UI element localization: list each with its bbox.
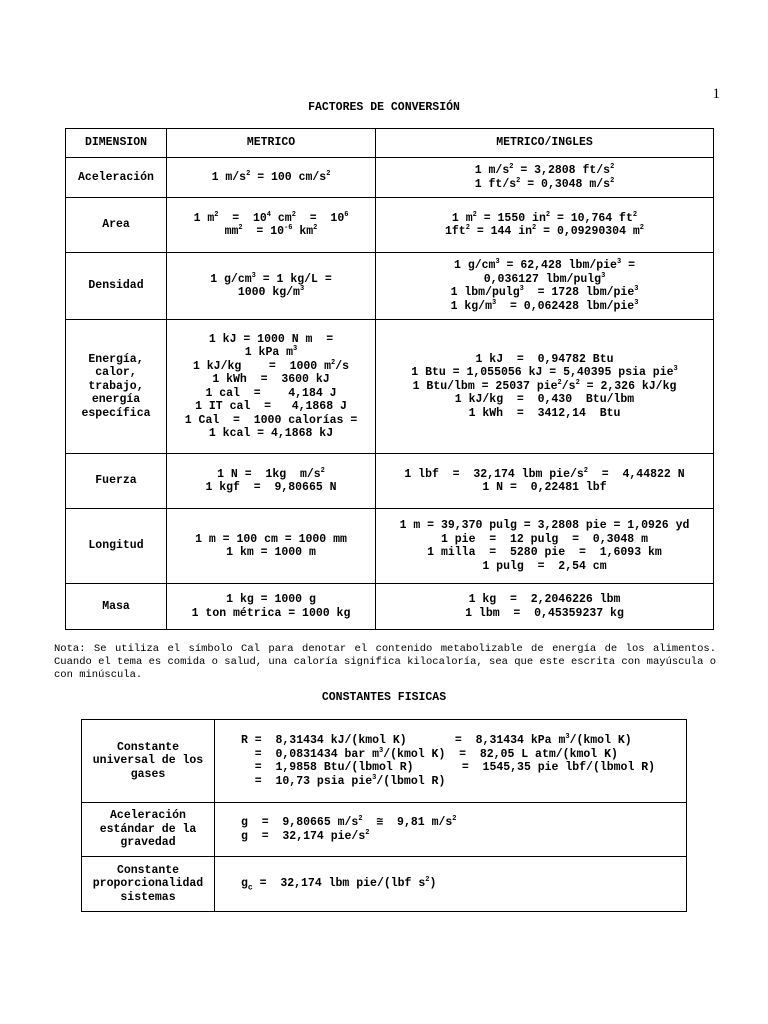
english-line: 0,036127 lbm/pulg$^3$ xyxy=(483,271,606,286)
page-number: 1 xyxy=(712,86,720,102)
english-cell xyxy=(376,454,714,509)
constant-value-line: $g_c = 32,174$ lbm pie/(lbf $s^2$) xyxy=(241,876,437,893)
conversion-row xyxy=(66,253,714,320)
constants-title: CONSTANTES FISICAS xyxy=(321,691,447,704)
constant-name-cell xyxy=(82,857,215,912)
metric-line: 1 cal = 4,184 J xyxy=(205,386,337,400)
conversion-row xyxy=(66,454,714,509)
dimension-line: calor, xyxy=(95,366,137,380)
english-line: 1 kg = 2,2046226 lbm xyxy=(468,593,621,606)
metric-line: 1 m = 100 cm = 1000 mm xyxy=(195,532,347,546)
english-line: 1 N = 0,22481 lbf xyxy=(482,481,607,494)
constant-value-line: = 0,0831434 bar $m^3/(kmol$ K) = 82,05 L atm/(kmol K) xyxy=(241,746,618,761)
conversion-row xyxy=(66,158,714,198)
metric-line: 1 kJ = 1000 N m = xyxy=(208,332,334,346)
constant-name-line: estándar de la xyxy=(99,822,197,836)
constants-row xyxy=(82,720,687,803)
english-line: 1 $m^2 = 1550$ $in^2 = 10,764$ $ft^2$ xyxy=(451,210,638,225)
conversion-row xyxy=(66,198,714,253)
metric-line: 1 kgf = 9,80665 N xyxy=(205,481,337,494)
english-cell xyxy=(376,253,714,320)
note-text: Nota: Se utiliza el símbolo Cal para denotar el contenido metabolizable de energía de los alimentos. Cuando el tema es comida o salud, una caloría significa kilocaloría, sea que este escrita con mayúscula o con minúscula. xyxy=(54,643,716,681)
english-line: 1 milla = 5280 pie = 1,6093 km xyxy=(427,546,662,559)
dimension-line: Masa xyxy=(102,599,130,613)
dimension-cell xyxy=(66,584,167,630)
english-line: 1 $g/cm^3 = 62,428$ lbm/pie$^3$ = xyxy=(454,258,635,272)
english-line: 1 lbm = 0,45359237 kg xyxy=(465,606,624,620)
english-line: 1 m = 39,370 pulg = 3,2808 pie = 1,0926 yd xyxy=(399,519,690,532)
metric-line: 1 IT cal = 4,1868 J xyxy=(195,400,347,413)
english-cell xyxy=(376,320,714,454)
constant-value-line: R = 8,31434 kJ/(kmol K) = 8,31434 kPa $m^3/(kmol$ K) xyxy=(241,733,632,747)
constant-name-line: gases xyxy=(130,767,166,781)
conversion-row xyxy=(66,320,714,454)
dimension-line: Longitud xyxy=(88,539,144,553)
metric-line: $mm^2 = 10^{-6}$ $km^2$ xyxy=(224,224,318,238)
metric-line: 1 $m^2 = 10^4$ $cm^2 = 10^6$ xyxy=(193,210,349,225)
conversion-table xyxy=(65,128,714,630)
constants-row xyxy=(82,803,687,857)
english-cell xyxy=(376,198,714,253)
dimension-line: Area xyxy=(102,218,130,232)
metric-line: 1 kg = 1000 g xyxy=(226,593,316,606)
constant-value-cell xyxy=(215,720,687,803)
constants-row xyxy=(82,857,687,912)
english-cell xyxy=(376,509,714,584)
constant-value-line: g = 9,80665 $m/s^2$ ≅ 9,81 $m/s^2$ xyxy=(241,815,457,829)
conversion-row xyxy=(66,509,714,584)
metric-line: 1 Cal = 1000 calorías = xyxy=(184,413,358,427)
constant-value-line: = 10,73 psia pie$^3$/(lbmol R) xyxy=(241,773,446,788)
metric-line: 1 kJ/kg = 1000 $m^2/s$ xyxy=(192,358,350,373)
constant-name-line: Aceleración xyxy=(110,809,186,823)
metric-line: 1 kPa $m^3$ xyxy=(244,345,298,359)
english-line: 1 Btu = 1,055056 kJ = 5,40395 psia pie$^3$ xyxy=(411,365,678,380)
english-line: $1ft^2 = 144$ $in^2 = 0,09290304$ $m^2$ xyxy=(445,224,644,238)
constant-value-cell xyxy=(215,857,687,912)
column-header-dimension: DIMENSION xyxy=(66,129,167,158)
dimension-line: Densidad xyxy=(88,279,144,293)
dimension-line: Fuerza xyxy=(95,474,137,488)
dimension-cell xyxy=(66,198,167,253)
metric-line: 1 $m/s^2 = 100$ $cm/s^2$ xyxy=(211,169,331,184)
column-header-metric-english: METRICO/INGLES xyxy=(376,129,714,158)
metric-cell xyxy=(167,320,376,454)
metric-cell xyxy=(167,454,376,509)
metric-line: 1 N = 1kg $m/s^2$ xyxy=(217,466,325,481)
dimension-line: específica xyxy=(81,406,151,420)
metric-cell xyxy=(167,584,376,630)
constant-name-cell xyxy=(82,720,215,803)
constant-value-line: = 1,9858 Btu/(lbmol R) = 1545,35 pie lbf/(lbmol R) xyxy=(241,761,656,774)
metric-line: 1 km = 1000 m xyxy=(226,546,316,559)
dimension-line: Aceleración xyxy=(78,170,154,184)
column-header-metric: METRICO xyxy=(167,129,376,158)
english-cell xyxy=(376,584,714,630)
dimension-cell xyxy=(66,509,167,584)
english-line: 1 lbm/pulg$^3$ = 1728 lbm/pie$^3$ xyxy=(450,285,639,299)
dimension-line: energía xyxy=(91,393,141,407)
metric-line: 1 kcal = 4,1868 kJ xyxy=(208,427,334,440)
english-line: 1 kJ/kg = 0,430 Btu/lbm xyxy=(454,393,635,407)
constant-name-line: gravedad xyxy=(120,836,176,850)
constant-name-line: proporcionalidad xyxy=(92,877,204,891)
dimension-line: Energía, xyxy=(88,352,144,366)
dimension-cell xyxy=(66,320,167,454)
constant-name-line: Constante xyxy=(116,740,180,754)
constants-table xyxy=(81,719,687,912)
constant-name-line: universal de los xyxy=(92,754,204,768)
english-line: 1 kJ = 0,94782 Btu xyxy=(475,352,614,366)
dimension-cell xyxy=(66,158,167,198)
metric-cell xyxy=(167,509,376,584)
english-line: 1 pie = 12 pulg = 0,3048 m xyxy=(440,532,649,546)
metric-cell xyxy=(167,198,376,253)
conversion-row xyxy=(66,584,714,630)
english-line: 1 kWh = 3412,14 Btu xyxy=(468,406,621,420)
metric-line: 1 ton métrica = 1000 kg xyxy=(191,606,351,620)
metric-cell xyxy=(167,253,376,320)
metric-line: 1 kWh = 3600 kJ xyxy=(212,373,330,386)
constant-name-cell xyxy=(82,803,215,857)
english-line: 1 pulg = 2,54 cm xyxy=(482,559,607,573)
english-line: 1 $kg/m^3 = 0,062428$ lbm/pie$^3$ xyxy=(450,298,639,313)
conversion-title: FACTORES DE CONVERSIÓN xyxy=(308,101,460,114)
english-line: 1 lbf = 32,174 lbm pie/$s^2 = 4,44822$ N xyxy=(404,466,685,481)
metric-cell xyxy=(167,158,376,198)
english-line: 1 $ft/s^2 = 0,3048$ $m/s^2$ xyxy=(474,176,615,191)
constant-value-line: g = 32,174 pie/$s^2$ xyxy=(241,828,370,843)
conversion-header-row xyxy=(66,129,714,158)
dimension-line: trabajo, xyxy=(88,379,144,393)
dimension-cell xyxy=(66,253,167,320)
english-cell xyxy=(376,158,714,198)
english-line: 1 $m/s^2 = 3,2808$ $ft/s^2$ xyxy=(474,163,615,177)
metric-line: 1000 $kg/m^3$ xyxy=(237,285,305,299)
metric-line: 1 $g/cm^3 = 1$ kg/L = xyxy=(210,271,332,286)
english-line: 1 Btu/lbm = 25037 $pie^2/s^2 = 2,326$ kJ/kg xyxy=(412,378,677,393)
constant-name-line: sistemas xyxy=(120,890,176,904)
dimension-cell xyxy=(66,454,167,509)
constant-name-line: Constante xyxy=(116,863,180,877)
constant-value-cell xyxy=(215,803,687,857)
